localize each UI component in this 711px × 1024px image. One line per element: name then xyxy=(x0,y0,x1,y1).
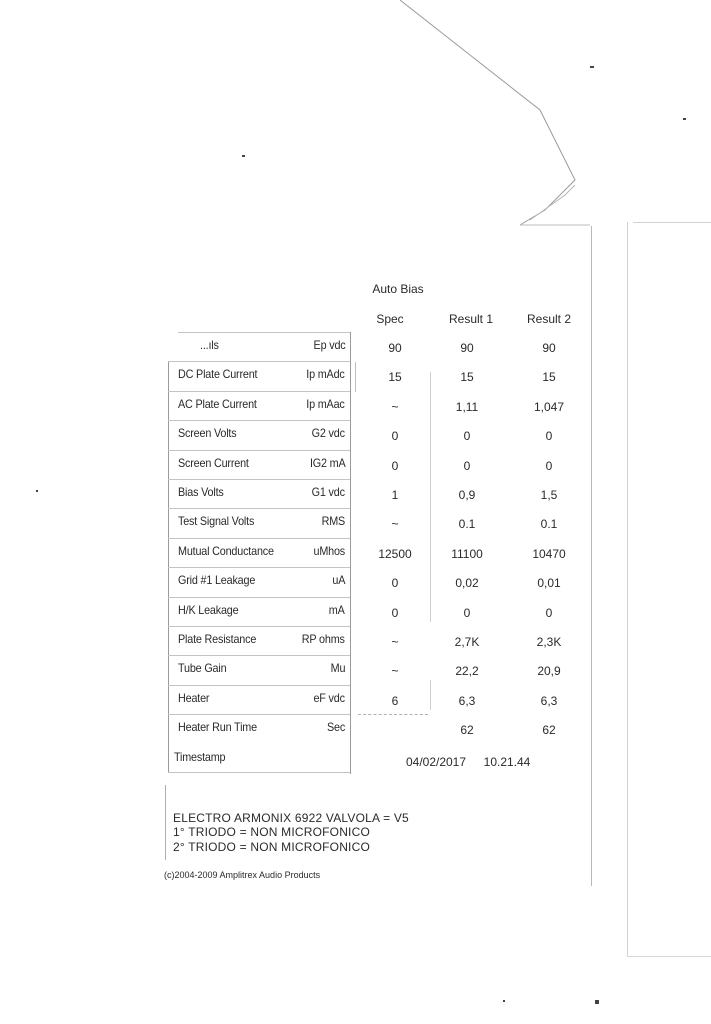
result1-value: 0,9 xyxy=(458,488,476,502)
notes-left-border xyxy=(165,785,166,860)
spec-value: 90 xyxy=(388,341,402,355)
right-page-bottom-edge xyxy=(627,956,711,957)
row-unit: uA xyxy=(332,573,345,587)
row-unit: Mu xyxy=(330,661,345,675)
row-unit: mA xyxy=(329,603,345,617)
result2-value: 10470 xyxy=(532,547,566,561)
result2-value: 1,5 xyxy=(540,488,558,502)
row-divider xyxy=(168,361,350,362)
row-unit: Ip mAdc xyxy=(306,367,345,381)
result1-value: 1,11 xyxy=(455,400,479,414)
row-divider xyxy=(168,567,350,568)
table-spec-divider xyxy=(355,362,356,392)
row-divider xyxy=(168,450,350,451)
timestamp-time: 10.21.44 xyxy=(483,755,531,769)
copyright-text: (c)2004-2009 Amplitrex Audio Products xyxy=(164,870,321,880)
speck xyxy=(683,118,686,120)
spec-value: 15 xyxy=(388,370,402,384)
paper-fold-line xyxy=(591,226,592,886)
result1-value: 0 xyxy=(463,429,471,443)
row-unit: eF vdc xyxy=(313,691,345,705)
speck xyxy=(242,155,245,157)
row-label: Mutual Conductance xyxy=(178,544,274,558)
triode2-note-line: 2° TRIODO = NON MICROFONICO xyxy=(173,840,370,854)
row-divider xyxy=(168,597,350,598)
row-divider xyxy=(168,479,350,480)
result2-value: 20,9 xyxy=(537,664,561,678)
spec-column-header: Spec xyxy=(376,312,404,326)
folded-paper-edge xyxy=(0,0,711,260)
row-label: H/K Leakage xyxy=(178,603,239,617)
spec-value: 6 xyxy=(391,694,399,708)
row-divider xyxy=(168,685,350,686)
result2-value: 62 xyxy=(542,723,556,737)
table-bottom-rule xyxy=(168,772,350,773)
result1-value: 0 xyxy=(463,606,471,620)
spec-value: ~ xyxy=(391,664,399,678)
row-label: ...ıls xyxy=(200,338,219,352)
spec-value: 0 xyxy=(391,429,399,443)
result1-value: 0 xyxy=(463,459,471,473)
row-label: Heater xyxy=(178,691,210,705)
table-result-divider xyxy=(430,372,431,622)
row-unit: Sec xyxy=(326,720,345,734)
row-unit: IG2 mA xyxy=(309,456,345,470)
result1-value: 22,2 xyxy=(455,664,479,678)
result1-column-header: Result 1 xyxy=(448,312,494,326)
row-unit: G1 vdc xyxy=(311,485,345,499)
spec-value: 0 xyxy=(391,576,399,590)
row-unit: Ip mAac xyxy=(306,397,345,411)
row-label: Screen Volts xyxy=(178,426,237,440)
result2-value: 15 xyxy=(542,370,556,384)
row-label: Grid #1 Leakage xyxy=(178,573,256,587)
row-divider xyxy=(168,538,350,539)
row-divider xyxy=(168,391,350,392)
result2-column-header: Result 2 xyxy=(526,312,572,326)
result2-value: 6,3 xyxy=(540,694,558,708)
row-label: Tube Gain xyxy=(178,661,227,675)
table-result-divider xyxy=(430,680,431,710)
row-label: Bias Volts xyxy=(178,485,224,499)
result1-value: 11100 xyxy=(451,547,483,561)
row-divider xyxy=(168,655,350,656)
result2-value: 2,3K xyxy=(536,635,562,649)
right-page-edge xyxy=(627,222,628,957)
spec-value: 1 xyxy=(391,488,399,502)
timestamp-date: 04/02/2017 xyxy=(405,755,467,769)
speck xyxy=(590,66,594,68)
result1-value: 90 xyxy=(460,341,474,355)
result2-value: 0 xyxy=(545,606,553,620)
result1-value: 2,7K xyxy=(454,635,480,649)
row-label: Heater Run Time xyxy=(178,720,257,734)
result2-value: 1,047 xyxy=(533,400,565,414)
row-unit: G2 vdc xyxy=(311,426,345,440)
table-label-divider xyxy=(350,332,351,774)
result2-value: 90 xyxy=(542,341,556,355)
result1-value: 0.1 xyxy=(458,517,476,531)
auto-bias-label: Auto Bias xyxy=(372,282,424,296)
row-label: AC Plate Current xyxy=(178,397,257,411)
row-unit: Ep vdc xyxy=(313,338,345,352)
result1-value: 15 xyxy=(460,370,474,384)
spec-value: 12500 xyxy=(378,547,412,561)
row-label: Screen Current xyxy=(178,456,249,470)
spec-value: ~ xyxy=(391,635,399,649)
row-divider xyxy=(168,508,350,509)
timestamp-label: Timestamp xyxy=(174,750,226,764)
row-unit: RMS xyxy=(321,514,345,528)
spec-value: 0 xyxy=(391,459,399,473)
speck xyxy=(503,1000,505,1002)
right-page-top-edge xyxy=(633,222,711,223)
result1-value: 0,02 xyxy=(455,576,479,590)
table-top-rule xyxy=(178,332,350,333)
result2-value: 0 xyxy=(545,459,553,473)
row-divider xyxy=(168,626,350,627)
speck xyxy=(595,1000,599,1004)
speck xyxy=(36,490,38,492)
result1-value: 6,3 xyxy=(458,694,476,708)
row-divider xyxy=(168,420,350,421)
tube-note-line: ELECTRO ARMONIX 6922 VALVOLA = V5 xyxy=(173,811,409,825)
heater-row-rule xyxy=(358,714,428,715)
row-label: Test Signal Volts xyxy=(178,514,255,528)
triode1-note-line: 1° TRIODO = NON MICROFONICO xyxy=(173,825,370,839)
row-label: Plate Resistance xyxy=(178,632,257,646)
result1-value: 62 xyxy=(460,723,474,737)
result2-value: 0,01 xyxy=(537,576,561,590)
row-divider xyxy=(168,714,350,715)
spec-value: ~ xyxy=(391,517,399,531)
row-unit: RP ohms xyxy=(302,632,345,646)
row-label: DC Plate Current xyxy=(178,367,258,381)
result2-value: 0 xyxy=(545,429,553,443)
result2-value: 0.1 xyxy=(540,517,558,531)
spec-value: 0 xyxy=(391,606,399,620)
spec-value: ~ xyxy=(391,400,399,414)
row-unit: uMhos xyxy=(313,544,345,558)
